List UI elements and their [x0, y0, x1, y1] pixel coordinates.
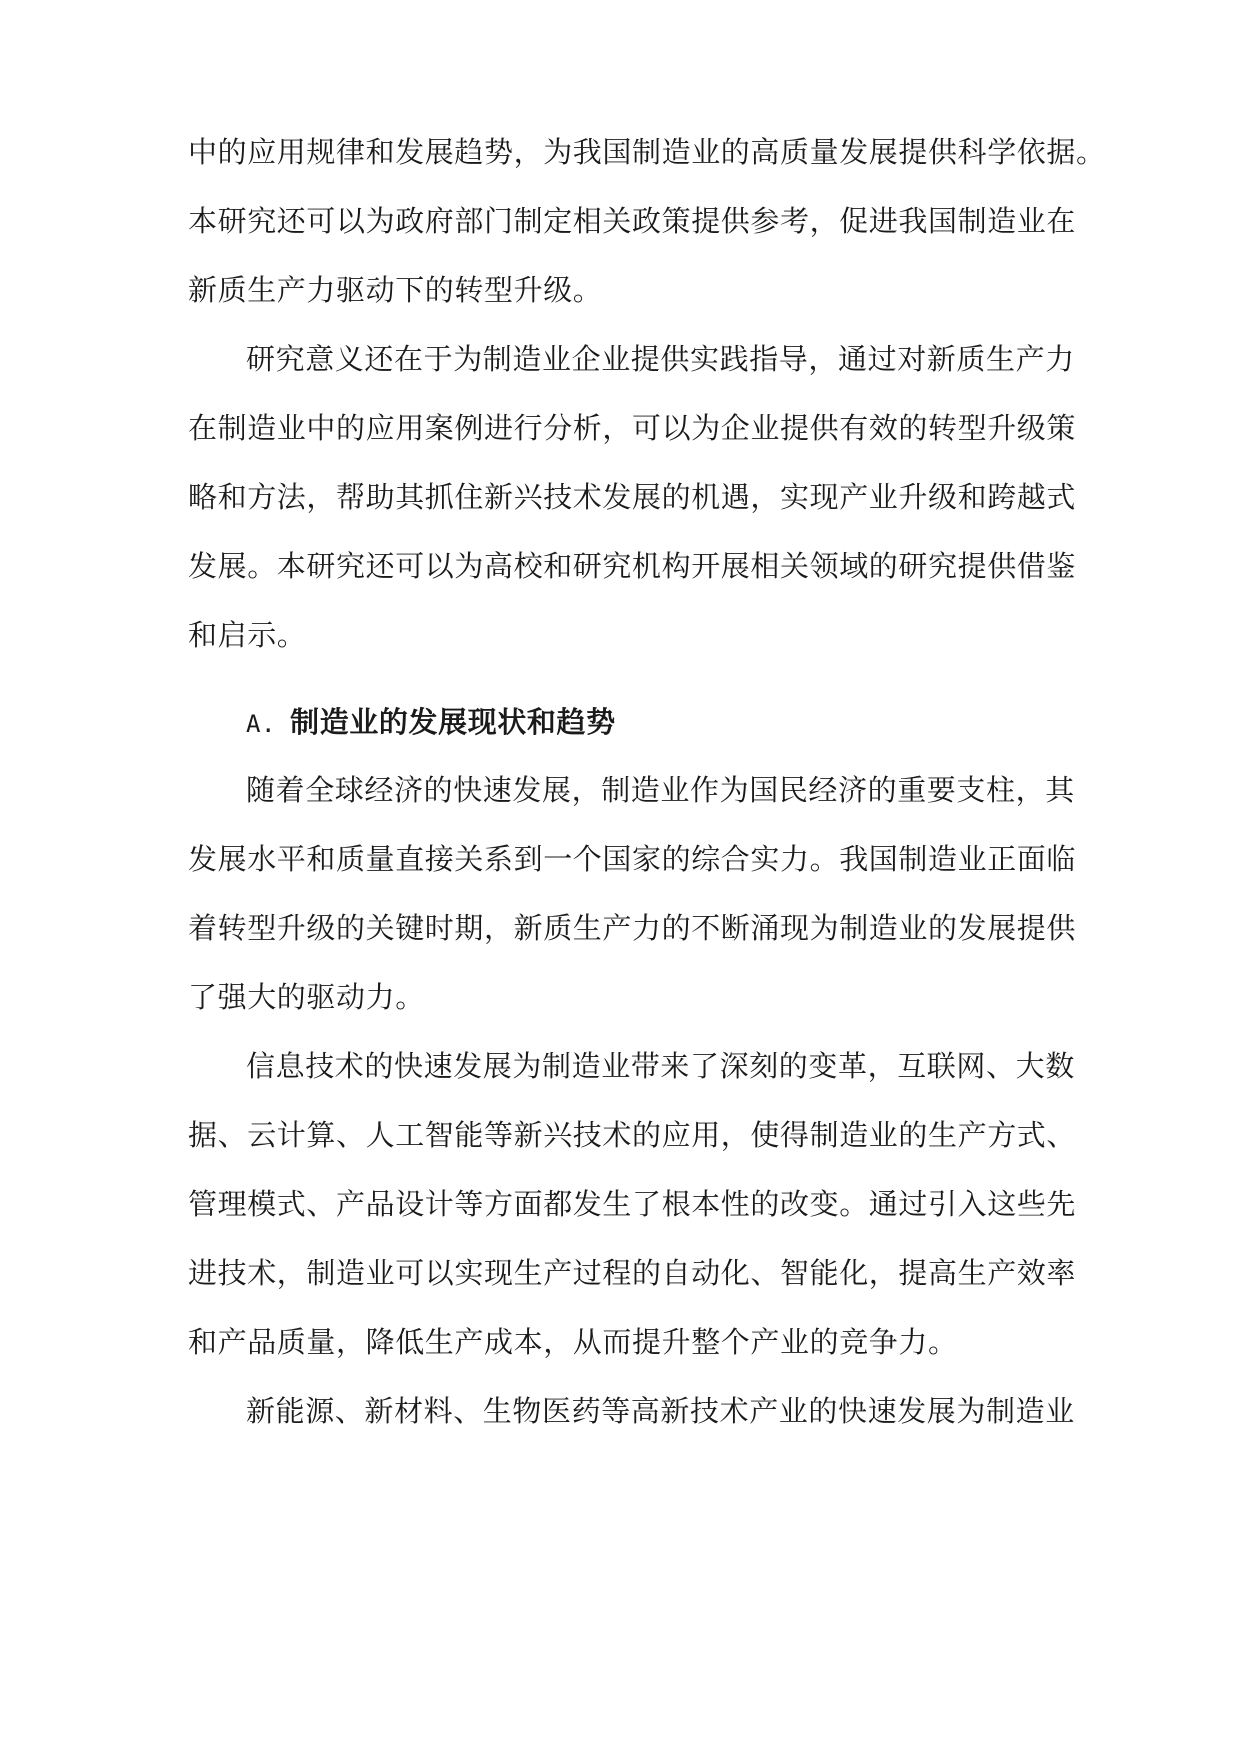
paragraph-4-line-2: 据、云计算、人工智能等新兴技术的应用，使得制造业的生产方式、 — [188, 1118, 1077, 1152]
paragraph-5-line-1: 新能源、新材料、生物医药等高新技术产业的快速发展为制造业 — [246, 1394, 1075, 1428]
paragraph-2-line-1: 研究意义还在于为制造业企业提供实践指导，通过对新质生产力 — [246, 342, 1075, 376]
paragraph-3-line-3: 着转型升级的关键时期，新质生产力的不断涌现为制造业的发展提供 — [188, 911, 1077, 945]
paragraph-2-line-3: 略和方法，帮助其抓住新兴技术发展的机遇，实现产业升级和跨越式 — [188, 480, 1077, 514]
paragraph-3-line-1: 随着全球经济的快速发展，制造业作为国民经济的重要支柱，其 — [246, 773, 1075, 807]
paragraph-3-line-2: 发展水平和质量直接关系到一个国家的综合实力。我国制造业正面临 — [188, 842, 1077, 876]
paragraph-2-line-5: 和启示。 — [188, 618, 307, 652]
paragraph-1-line-1: 中的应用规律和发展趋势，为我国制造业的高质量发展提供科学依据。 — [188, 135, 1106, 169]
paragraph-2-line-2: 在制造业中的应用案例进行分析，可以为企业提供有效的转型升级策 — [188, 411, 1077, 445]
paragraph-1-line-2: 本研究还可以为政府部门制定相关政策提供参考，促进我国制造业在 — [188, 204, 1077, 238]
paragraph-3-line-4: 了强大的驱动力。 — [188, 980, 425, 1014]
section-heading — [246, 702, 616, 744]
section-title: 制造业的发展现状和趋势 — [290, 705, 616, 739]
paragraph-4-line-1: 信息技术的快速发展为制造业带来了深刻的变革，互联网、大数 — [246, 1049, 1075, 1083]
paragraph-4-line-4: 进技术，制造业可以实现生产过程的自动化、智能化，提高生产效率 — [188, 1256, 1077, 1290]
paragraph-4-line-3: 管理模式、产品设计等方面都发生了根本性的改变。通过引入这些先 — [188, 1187, 1077, 1221]
section-number: A. — [246, 710, 277, 738]
paragraph-1-line-3: 新质生产力驱动下的转型升级。 — [188, 273, 603, 307]
paragraph-2-line-4: 发展。本研究还可以为高校和研究机构开展相关领域的研究提供借鉴 — [188, 549, 1077, 583]
paragraph-4-line-5: 和产品质量，降低生产成本，从而提升整个产业的竞争力。 — [188, 1325, 958, 1359]
